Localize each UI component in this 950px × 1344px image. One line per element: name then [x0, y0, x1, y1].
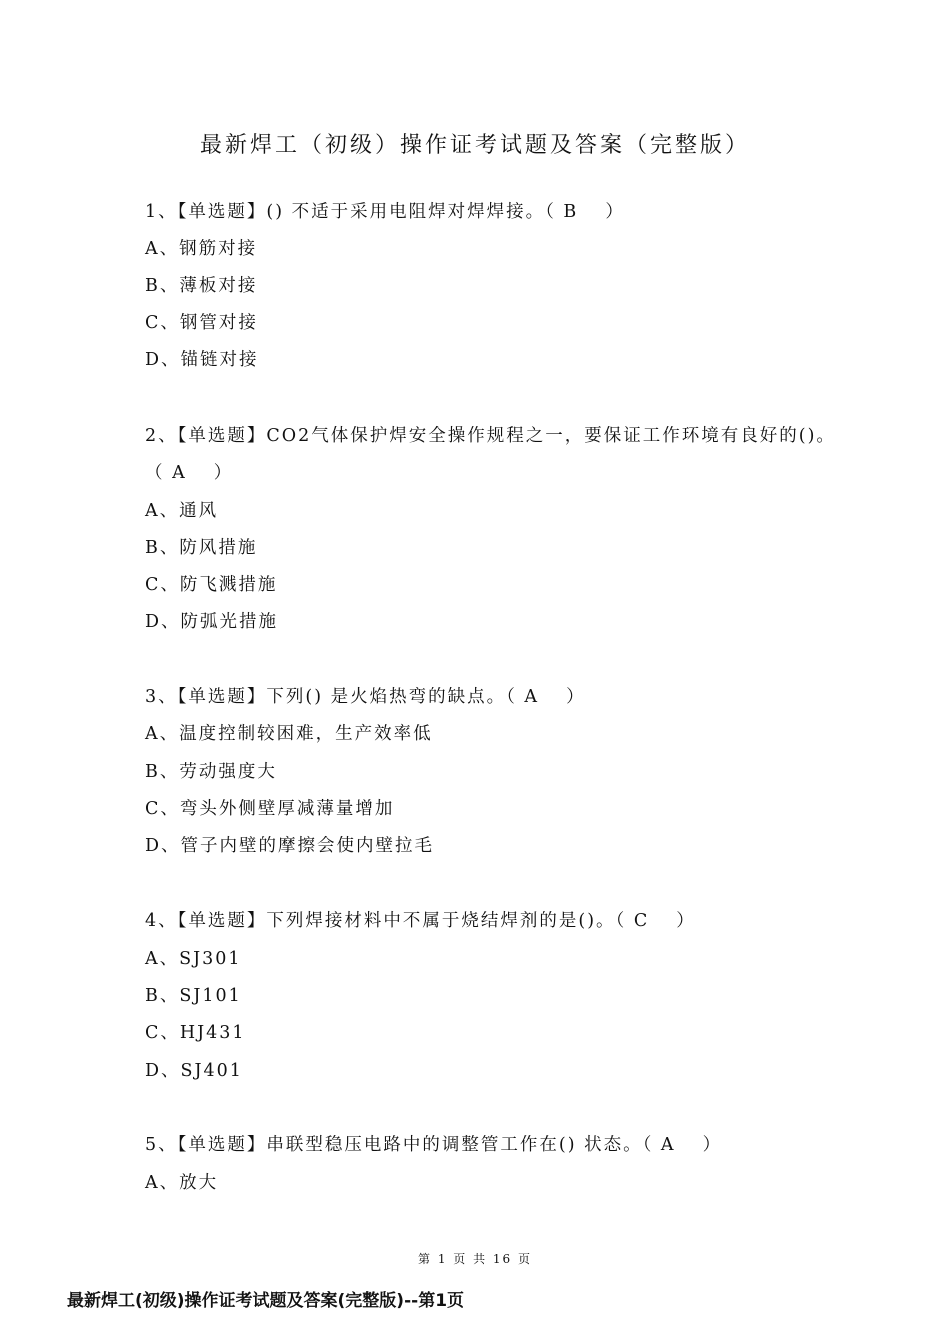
question-5-option-a: A、放大	[145, 1173, 219, 1193]
question-1-option-d: D、锚链对接	[145, 350, 259, 370]
question-1-option-a: A、钢筋对接	[145, 239, 258, 259]
question-4-option-a: A、SJ301	[145, 949, 242, 969]
question-4-option-b: B、SJ101	[145, 986, 242, 1006]
question-4-option-d: D、SJ401	[145, 1061, 243, 1081]
question-1-option-b: B、薄板对接	[145, 276, 258, 296]
question-4-stem: 4、【单选题】下列焊接材料中不属于烧结焊剂的是()。（ C ）	[145, 911, 696, 931]
page-number: 第 1 页 共 16 页	[418, 1252, 532, 1266]
question-3-option-b: B、劳动强度大	[145, 762, 277, 782]
question-3-option-d: D、管子内壁的摩擦会使内壁拉毛	[145, 836, 435, 856]
page-title: 最新焊工（初级）操作证考试题及答案（完整版）	[199, 133, 750, 158]
question-2-stem: 2、【单选题】CO2气体保护焊安全操作规程之一，要保证工作环境有良好的()。	[145, 426, 836, 446]
question-2-answer: （ A ）	[145, 463, 234, 483]
question-4-option-c: C、HJ431	[145, 1023, 246, 1043]
question-1-stem: 1、【单选题】() 不适于采用电阻焊对焊焊接。（ B ）	[145, 202, 625, 222]
document-caption: 最新焊工(初级)操作证考试题及答案(完整版)--第1页	[67, 1291, 465, 1311]
question-2-option-c: C、防飞溅措施	[145, 575, 278, 595]
question-3-stem: 3、【单选题】下列() 是火焰热弯的缺点。（ A ）	[145, 687, 586, 707]
question-3-option-a: A、温度控制较困难，生产效率低	[145, 724, 433, 744]
question-1-option-c: C、钢管对接	[145, 313, 258, 333]
question-2-option-a: A、通风	[145, 501, 219, 521]
question-3-option-c: C、弯头外侧壁厚减薄量增加	[145, 799, 395, 819]
question-2-option-d: D、防弧光措施	[145, 612, 279, 632]
question-2-option-b: B、防风措施	[145, 538, 258, 558]
question-5-stem: 5、【单选题】串联型稳压电路中的调整管工作在() 状态。（ A ）	[145, 1135, 723, 1155]
